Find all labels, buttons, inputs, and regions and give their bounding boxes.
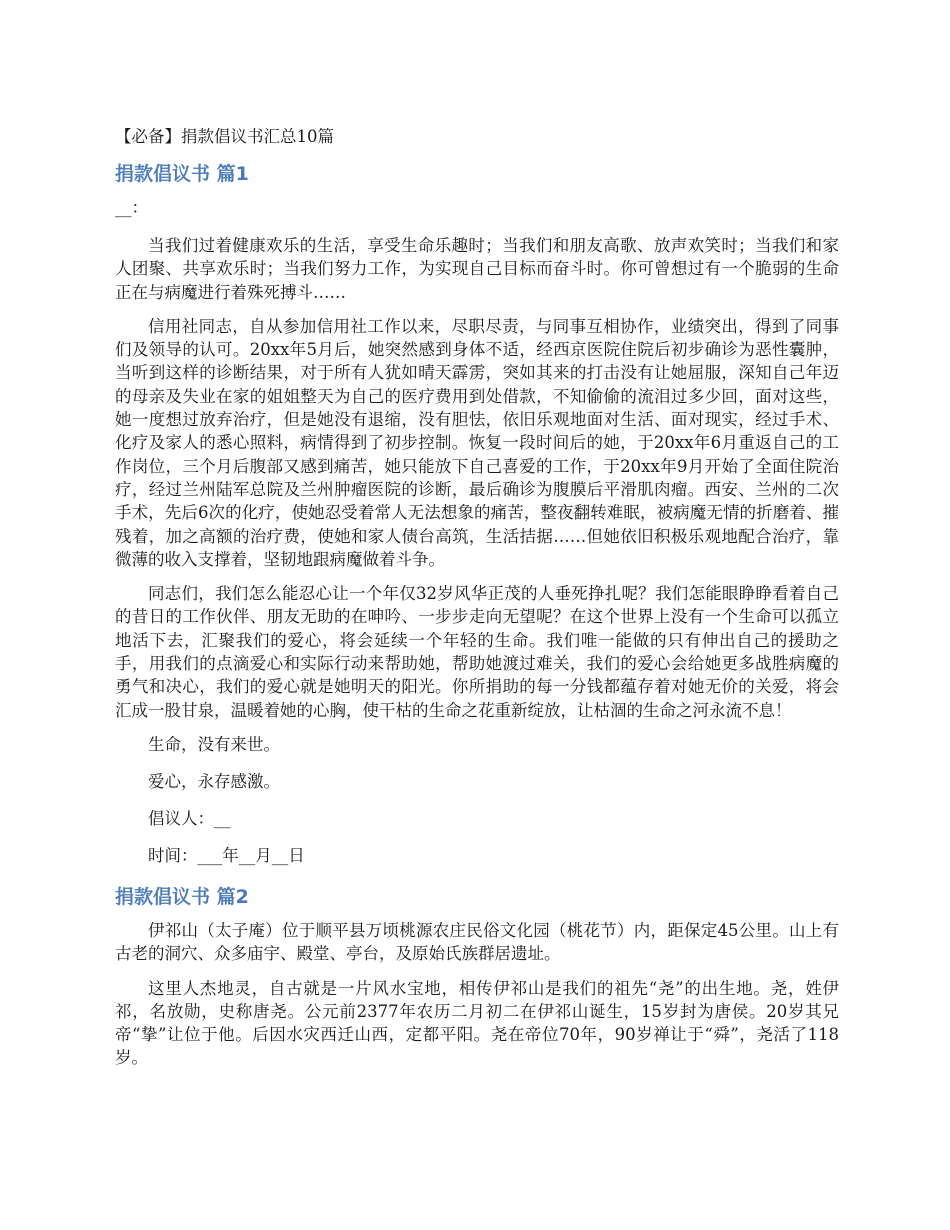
salutation: __：: [115, 198, 148, 217]
paragraph: 同志们，我们怎么能忍心让一个年仅32岁风华正茂的人垂死挣扎呢？我们怎能眼睁睁看着自己的昔日的工作伙伴、朋友无助的在呻吟、一步步走向无望呢？在这个世界上没有一个生命可以孤立地活下去，汇聚我们的爱心，将会延续一个年轻的生命。我们唯一能做的只有伸出自己的援助之手，用我们的点滴爱心和实际行动来帮助她，帮助她渡过难关，我们的爱心会给她更多战胜病魔的勇气和决心，我们的爱心就是她明天的阳光。你所捐助的每一分钱都蕴存着对她无价的关爱，将会汇成一股甘泉，温暖着她的心胸，使干枯的生命之花重新绽放，让枯涸的生命之河永流不息！: [115, 584, 839, 720]
section-2: [115, 883, 839, 1070]
paragraph: 信用社同志，自从参加信用社工作以来，尽职尽责，与同事互相协作，业绩突出，得到了同事们及领导的认可。20xx年5月后，她突然感到身体不适，经西京医院住院后初步确诊为恶性囊肿，当听到这样的诊断结果，对于所有人犹如晴天霹雳，突如其来的打击没有让她屈服，深知自己年迈的母亲及失业在家的姐姐整天为自己的医疗费用到处借款，不知偷偷的流泪过多少回，面对这些，她一度想过放弃治疗，但是她没有退缩，没有胆怯，依旧乐观地面对生活、面对现实，经过手术、化疗及家人的悉心照料，病情得到了初步控制。恢复一段时间后的她，于20xx年6月重返自己的工作岗位，三个月后腹部又感到痛苦，她只能放下自己喜爱的工作，于20xx年9月开始了全面住院治疗，经过兰州陆军总院及兰州肿瘤医院的诊断，最后确诊为腹膜后平滑肌肉瘤。西安、兰州的二次手术，先后6次的化疗，使她忍受着常人无法想象的痛苦，整夜翻转难眠，被病魔无情的折磨着、摧残着，加之高额的治疗费，使她和家人债台高筑，生活拮据……但她依旧积极乐观地配合治疗，靠微薄的收入支撑着，坚韧地跟病魔做着斗争。: [115, 316, 839, 569]
closing-line: 爱心，永存感激。: [148, 771, 280, 791]
date-line: 时间：___年__月__日: [148, 845, 305, 865]
closing-line: 生命，没有来世。: [148, 734, 280, 754]
section-heading: 捐款倡议书 篇2: [115, 885, 249, 908]
paragraph: 伊祁山（太子庵）位于顺平县万顷桃源农庄民俗文化园（桃花节）内，距保定45公里。山上有古老的洞穴、众多庙宇、殿堂、亭台，及原始氏族群居遗址。: [115, 920, 839, 964]
paragraph: 当我们过着健康欢乐的生活，享受生命乐趣时；当我们和朋友高歌、放声欢笑时；当我们和家人团聚、共享欢乐时；当我们努力工作，为实现自己目标而奋斗时。你可曾想过有一个脆弱的生命正在与病魔进行着殊死搏斗……: [115, 236, 839, 302]
document-title: 【必备】捐款倡议书汇总10篇: [115, 127, 334, 146]
section-heading: 捐款倡议书 篇1: [115, 163, 249, 185]
section-1: [115, 160, 839, 868]
paragraph: 这里人杰地灵，自古就是一片风水宝地，相传伊祁山是我们的祖先“尧”的出生地。尧，姓伊祁，名放勋，史称唐尧。公元前2377年农历二月初二在伊祁山诞生，15岁封为唐侯。20岁其兄帝“挚”让位于他。后因水灾西迁山西，定都平阳。尧在帝位70年，90岁禅让于“舜”，尧活了118岁。: [115, 978, 839, 1068]
document-page: [115, 124, 839, 1081]
signatory-line: 倡议人：__: [148, 808, 231, 828]
